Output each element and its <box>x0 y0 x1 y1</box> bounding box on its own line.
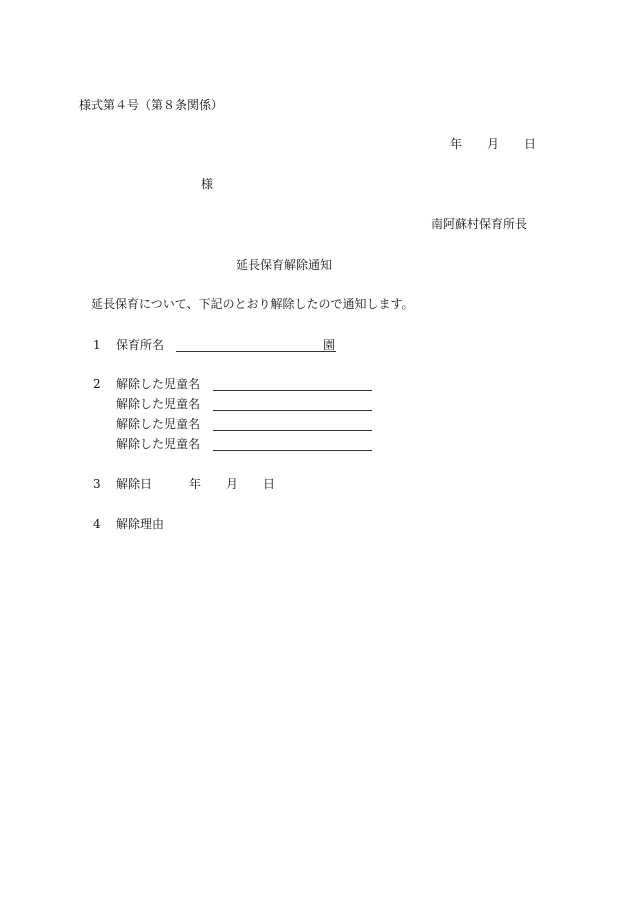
item1-suffix: 園 <box>323 338 336 352</box>
child-name-line <box>213 450 372 451</box>
item3-month: 月 <box>226 477 239 491</box>
item4-label: 解除理由 <box>116 517 165 531</box>
item1-label: 保育所名 <box>116 338 165 352</box>
date-day: 日 <box>524 137 537 151</box>
child-name-label: 解除した児童名 <box>116 437 201 451</box>
child-name-line <box>213 430 372 431</box>
item1-number: 1 <box>93 338 101 352</box>
facility-name-line <box>176 351 336 352</box>
date-year: 年 <box>450 137 463 151</box>
document-title: 延長保育解除通知 <box>236 258 333 272</box>
child-name-line <box>213 390 372 391</box>
child-name-label: 解除した児童名 <box>116 417 201 431</box>
item2-number: 2 <box>93 377 101 391</box>
child-name-label: 解除した児童名 <box>116 377 201 391</box>
body-text: 延長保育について、下記のとおり解除したので通知します。 <box>91 297 414 311</box>
child-name-label: 解除した児童名 <box>116 397 201 411</box>
date-month: 月 <box>487 137 500 151</box>
item3-label: 解除日 <box>116 477 153 491</box>
item3-number: 3 <box>93 477 101 491</box>
item3-day: 日 <box>263 477 276 491</box>
item4-number: 4 <box>93 517 101 531</box>
form-number: 様式第４号（第８条関係） <box>79 98 224 112</box>
item3-year: 年 <box>189 477 202 491</box>
child-name-line <box>213 410 372 411</box>
issuer: 南阿蘇村保育所長 <box>431 217 528 231</box>
addressee-suffix: 様 <box>201 177 214 191</box>
